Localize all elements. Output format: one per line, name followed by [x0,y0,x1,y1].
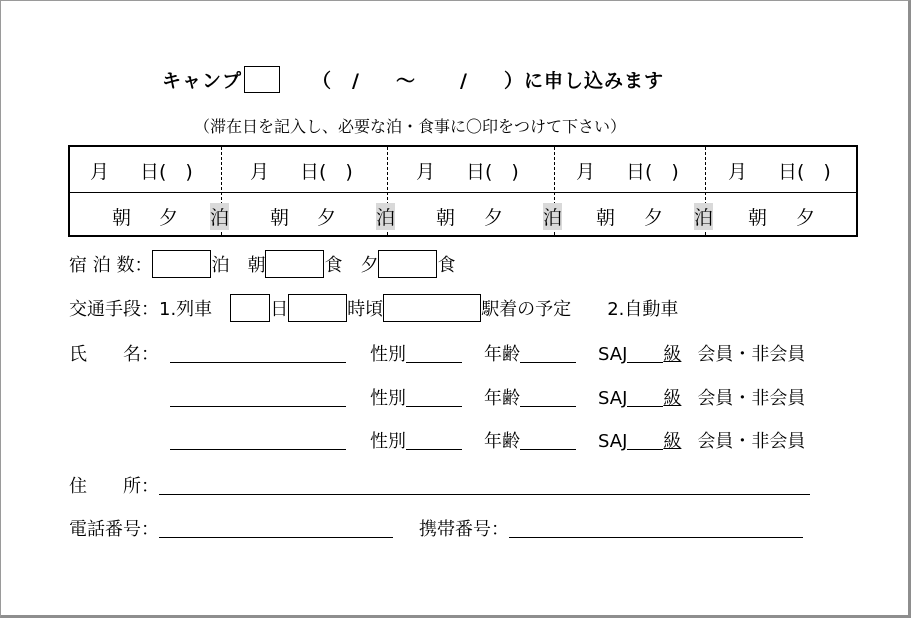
grade-label: 級 [663,431,682,452]
stay-2[interactable]: 泊 [376,203,395,230]
saj-grade-field-1[interactable] [627,342,663,363]
membership-options-3[interactable]: 会員・非会員 [697,431,806,452]
transport-row [69,294,678,322]
date-day-1[interactable]: 日( ) [140,161,193,183]
date-month-3: 月 [416,161,436,183]
transport-time-label: 時頃 [347,299,384,320]
age-field-3[interactable] [520,429,576,450]
applicant-row-2 [170,384,805,410]
meal-morning-2[interactable]: 朝 [270,207,290,229]
stay-3[interactable]: 泊 [543,203,562,230]
gender-field-1[interactable] [406,342,462,363]
name-field-1[interactable] [170,342,346,363]
gender-label: 性別 [370,431,406,452]
form-title [162,66,664,93]
applicant-row-3 [170,427,805,453]
morning-meal-box[interactable] [265,250,324,278]
date-month-5: 月 [728,161,748,183]
train-time-box[interactable] [288,294,347,322]
age-field-1[interactable] [520,342,576,363]
transport-label: 交通手段： [69,299,159,320]
phone-label: 電話番号： [69,519,159,540]
nights-evening-label: 夕 [360,255,379,276]
address-label: 住 所： [69,476,159,497]
meal-morning-1[interactable]: 朝 [112,207,132,229]
date-day-3[interactable]: 日( ) [466,161,519,183]
gender-label: 性別 [370,344,406,365]
title-slash-2: / [460,70,468,92]
mobile-label: 携帯番号： [419,519,509,540]
name-label: 氏 名： [69,344,159,365]
form-subtitle: （滞在日を記入し、必要な泊・食事に〇印をつけて下さい） [194,117,627,136]
nights-stay-label: 泊 [211,255,230,276]
applicant-row-1 [170,340,805,366]
transport-train-option[interactable]: 1.列車 [159,299,213,320]
date-month-1: 月 [90,161,110,183]
gender-field-3[interactable] [406,429,462,450]
age-label: 年齢 [484,388,520,409]
nights-count-box[interactable] [152,250,211,278]
title-close-paren: ） [503,70,524,92]
age-label: 年齢 [484,431,520,452]
name-field-2[interactable] [170,386,346,407]
station-box[interactable] [383,294,481,322]
saj-grade-field-3[interactable] [627,429,663,450]
phone-field[interactable] [159,517,393,538]
date-month-2: 月 [250,161,270,183]
nights-meal-label-1: 食 [324,255,343,276]
age-label: 年齢 [484,344,520,365]
saj-label: SAJ [598,344,628,365]
title-slash-1: / [352,70,360,92]
grade-label: 級 [663,344,682,365]
date-day-4[interactable]: 日( ) [626,161,679,183]
meal-morning-4[interactable]: 朝 [596,207,616,229]
schedule-grid [68,145,858,237]
stay-1[interactable]: 泊 [210,203,229,230]
nights-meal-label-2: 食 [437,255,456,276]
transport-arrival-label: 駅着の予定 [481,299,572,320]
saj-label: SAJ [598,431,628,452]
title-open-paren: （ [312,70,333,92]
address-field[interactable] [159,474,810,495]
grid-divider [70,192,856,193]
stay-4[interactable]: 泊 [694,203,713,230]
meal-evening-5[interactable]: 夕 [796,207,816,229]
name-field-3[interactable] [170,429,346,450]
date-day-5[interactable]: 日( ) [778,161,831,183]
age-field-2[interactable] [520,386,576,407]
date-month-4: 月 [576,161,596,183]
address-row [69,472,810,498]
gender-field-2[interactable] [406,386,462,407]
title-tilde: ～ [395,70,416,92]
title-prefix: キャンプ [162,70,243,92]
mobile-field[interactable] [509,517,803,538]
meal-evening-1[interactable]: 夕 [159,207,179,229]
meal-morning-5[interactable]: 朝 [748,207,768,229]
evening-meal-box[interactable] [378,250,437,278]
nights-row [69,250,455,278]
saj-label: SAJ [598,388,628,409]
nights-label: 宿 泊 数： [69,255,153,276]
title-suffix: に申し込みます [523,70,664,92]
membership-options-1[interactable]: 会員・非会員 [697,344,806,365]
phone-row [69,515,803,541]
meal-morning-3[interactable]: 朝 [436,207,456,229]
grade-label: 級 [663,388,682,409]
meal-evening-2[interactable]: 夕 [317,207,337,229]
camp-name-box[interactable] [244,66,280,93]
saj-grade-field-2[interactable] [627,386,663,407]
transport-car-option[interactable]: 2.自動車 [607,299,679,320]
nights-morning-label: 朝 [247,255,266,276]
train-day-box[interactable] [230,294,270,322]
meal-evening-4[interactable]: 夕 [644,207,664,229]
transport-day-label: 日 [270,299,289,320]
meal-evening-3[interactable]: 夕 [484,207,504,229]
membership-options-2[interactable]: 会員・非会員 [697,388,806,409]
gender-label: 性別 [370,388,406,409]
date-day-2[interactable]: 日( ) [300,161,353,183]
